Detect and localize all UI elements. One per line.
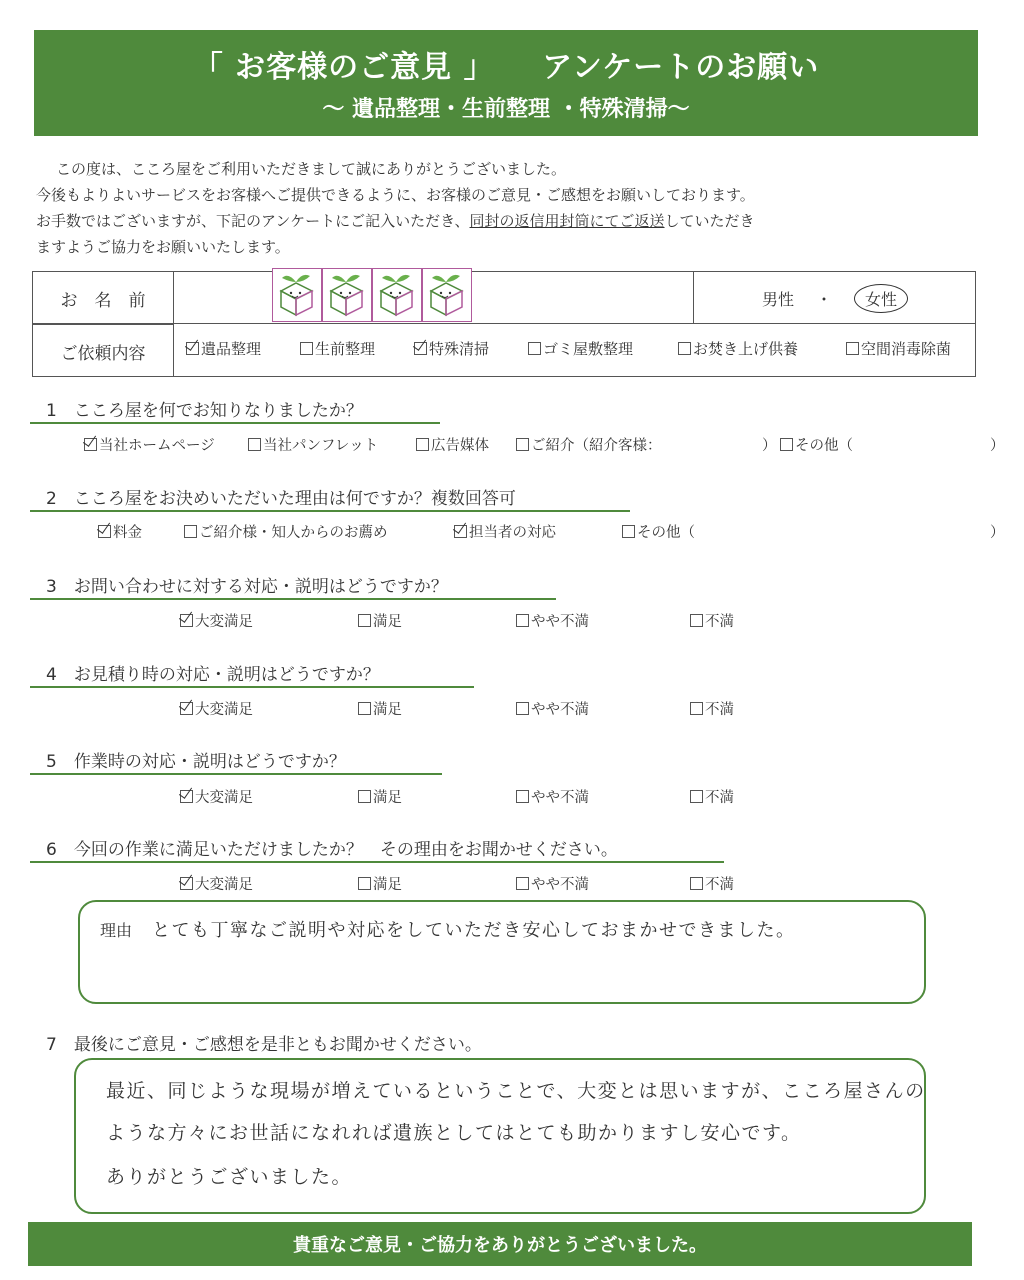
question-underline bbox=[30, 598, 556, 600]
option-label: 大変満足 bbox=[195, 702, 253, 718]
checkbox[interactable] bbox=[516, 438, 529, 451]
question-4 bbox=[46, 660, 380, 685]
intro-line: この度は、こころ屋をご利用いただきまして誠にありがとうございました。 bbox=[56, 160, 567, 178]
checkbox[interactable] bbox=[300, 342, 313, 355]
question-number: 5 bbox=[46, 752, 57, 772]
request-option[interactable] bbox=[414, 338, 489, 359]
checkbox-checked[interactable] bbox=[180, 877, 193, 890]
q6-option[interactable] bbox=[180, 873, 253, 894]
option-label: 当社パンフレット bbox=[263, 438, 379, 454]
customer-info-table bbox=[32, 271, 976, 377]
checkbox[interactable] bbox=[780, 438, 793, 451]
q1-option[interactable] bbox=[248, 434, 378, 455]
q1-option[interactable] bbox=[780, 434, 853, 455]
q1-option[interactable] bbox=[84, 434, 215, 455]
option-label: 当社ホームページ bbox=[99, 438, 215, 454]
checkbox[interactable] bbox=[516, 614, 529, 627]
request-option[interactable] bbox=[678, 338, 798, 359]
question-underline bbox=[30, 861, 724, 863]
comment-line: ありがとうございました。 bbox=[106, 1166, 353, 1188]
title-left: 「 お客様のご意見 」 bbox=[192, 50, 495, 85]
checkbox[interactable] bbox=[678, 342, 691, 355]
checkbox-checked[interactable] bbox=[454, 525, 467, 538]
option-label: 満足 bbox=[373, 790, 402, 806]
option-label: 不満 bbox=[705, 702, 734, 718]
kokoroya-logo-icon bbox=[272, 268, 322, 322]
question-number: 6 bbox=[46, 840, 57, 860]
option-label: 遺品整理 bbox=[201, 340, 262, 358]
kokoroya-logo-icon bbox=[422, 268, 472, 322]
intro-line-part: お手数ではございますが、下記のアンケートにご記入いただき、 bbox=[36, 212, 470, 230]
option-label: その他（ bbox=[637, 525, 695, 541]
checkbox[interactable] bbox=[516, 877, 529, 890]
option-label: 満足 bbox=[373, 877, 402, 893]
q1-paren-close: ） bbox=[762, 438, 777, 454]
checkbox-checked[interactable] bbox=[98, 525, 111, 538]
option-label: 空間消毒除菌 bbox=[861, 340, 952, 358]
q5-option[interactable] bbox=[180, 786, 253, 807]
footer-banner: 貴重なご意見・ご協力をありがとうございました。 bbox=[28, 1222, 972, 1266]
intro-line: ますようご協力をお願いいたします。 bbox=[36, 238, 290, 256]
question-number: 1 bbox=[46, 401, 57, 421]
checkbox-checked[interactable] bbox=[414, 342, 427, 355]
intro-text bbox=[36, 156, 986, 260]
reason-label: 理由 bbox=[100, 921, 133, 940]
q4-option[interactable] bbox=[690, 698, 734, 719]
comment-box[interactable] bbox=[74, 1058, 926, 1214]
q3-option[interactable] bbox=[180, 610, 253, 631]
request-option[interactable] bbox=[846, 338, 951, 359]
option-label: 不満 bbox=[705, 877, 734, 893]
checkbox[interactable] bbox=[358, 614, 371, 627]
q1-option[interactable] bbox=[416, 434, 489, 455]
option-label: やや不満 bbox=[531, 877, 589, 893]
checkbox[interactable] bbox=[358, 702, 371, 715]
checkbox-checked[interactable] bbox=[84, 438, 97, 451]
option-label: ゴミ屋敷整理 bbox=[543, 340, 634, 358]
q5-option[interactable] bbox=[358, 786, 402, 807]
checkbox[interactable] bbox=[690, 790, 703, 803]
request-option[interactable] bbox=[186, 338, 261, 359]
question-text: 今回の作業に満足いただけましたか？ その理由をお聞かせください。 bbox=[73, 840, 618, 860]
checkbox[interactable] bbox=[416, 438, 429, 451]
question-text: お見積り時の対応・説明はどうですか？ bbox=[73, 665, 380, 685]
option-label: 広告媒体 bbox=[431, 438, 489, 454]
checkbox-checked[interactable] bbox=[186, 342, 199, 355]
q3-option[interactable] bbox=[690, 610, 734, 631]
checkbox-checked[interactable] bbox=[180, 790, 193, 803]
question-underline bbox=[30, 686, 474, 688]
q4-option[interactable] bbox=[358, 698, 402, 719]
question-underline bbox=[30, 773, 442, 775]
question-underline bbox=[30, 422, 440, 424]
option-label: 大変満足 bbox=[195, 614, 253, 630]
gender-field[interactable] bbox=[693, 272, 976, 324]
q1-option[interactable] bbox=[516, 434, 662, 455]
question-6 bbox=[46, 835, 618, 860]
option-label: 特殊清掃 bbox=[429, 340, 490, 358]
kokoroya-logo-icon bbox=[322, 268, 372, 322]
request-option[interactable] bbox=[300, 338, 375, 359]
q5-option[interactable] bbox=[690, 786, 734, 807]
q2-paren-close: ） bbox=[990, 525, 1005, 541]
checkbox[interactable] bbox=[690, 614, 703, 627]
option-label: 不満 bbox=[705, 614, 734, 630]
q2-option[interactable] bbox=[184, 521, 388, 542]
option-label: 満足 bbox=[373, 614, 402, 630]
intro-line bbox=[36, 208, 986, 234]
checkbox[interactable] bbox=[358, 877, 371, 890]
gender-male[interactable]: 男性 bbox=[761, 289, 794, 309]
option-label: 生前整理 bbox=[315, 340, 376, 358]
gender-separator: ・ bbox=[815, 289, 832, 309]
option-label: お焚き上げ供養 bbox=[693, 340, 799, 358]
page-title bbox=[34, 42, 978, 86]
question-underline bbox=[30, 510, 630, 512]
option-label: 大変満足 bbox=[195, 790, 253, 806]
request-label: ご依頼内容 bbox=[33, 324, 174, 377]
reason-handwritten-text: とても丁寧なご説明や対応をしていただき安心しておまかせできました。 bbox=[152, 920, 796, 941]
checkbox[interactable] bbox=[690, 877, 703, 890]
q6-option[interactable] bbox=[358, 873, 402, 894]
option-label: ご紹介（紹介客様： bbox=[531, 438, 662, 454]
checkbox[interactable] bbox=[516, 790, 529, 803]
option-label: その他（ bbox=[795, 438, 853, 454]
question-text: 作業時の対応・説明はどうですか？ bbox=[73, 752, 346, 772]
comment-line: 最近、同じような現場が増えているということで、大変とは思いますが、こころ屋さんの bbox=[106, 1080, 926, 1102]
q2-option[interactable] bbox=[98, 521, 142, 542]
checkbox[interactable] bbox=[184, 525, 197, 538]
checkbox[interactable] bbox=[846, 342, 859, 355]
question-7 bbox=[46, 1030, 482, 1055]
checkbox[interactable] bbox=[248, 438, 261, 451]
comment-line: ような方々にお世話になれれば遺族としてはとても助かりますし安心です。 bbox=[106, 1122, 802, 1144]
question-text: お問い合わせに対する対応・説明はどうですか？ bbox=[73, 577, 448, 597]
q1-paren-close: ） bbox=[990, 438, 1005, 454]
question-number: 3 bbox=[46, 577, 57, 597]
q2-option[interactable] bbox=[622, 521, 695, 542]
question-number: 2 bbox=[46, 489, 57, 509]
q3-option[interactable] bbox=[358, 610, 402, 631]
gender-female-selected[interactable]: 女性 bbox=[854, 284, 908, 313]
option-label: やや不満 bbox=[531, 702, 589, 718]
checkbox[interactable] bbox=[358, 790, 371, 803]
intro-underlined: 同封の返信用封筒にてご返送 bbox=[469, 212, 665, 230]
page-subtitle: ～ 遺品整理・生前整理 ・特殊清掃～ bbox=[322, 97, 690, 122]
q5-option[interactable] bbox=[516, 786, 589, 807]
question-number: 7 bbox=[46, 1035, 57, 1055]
question-3 bbox=[46, 572, 448, 597]
option-label: やや不満 bbox=[531, 790, 589, 806]
request-option[interactable] bbox=[528, 338, 633, 359]
q4-option[interactable] bbox=[516, 698, 589, 719]
question-2 bbox=[46, 484, 516, 509]
option-label: やや不満 bbox=[531, 614, 589, 630]
q3-option[interactable] bbox=[516, 610, 589, 631]
reason-box[interactable] bbox=[78, 900, 926, 1004]
checkbox[interactable] bbox=[528, 342, 541, 355]
intro-line: 今後もよりよいサービスをお客様へご提供できるように、お客様のご意見・ご感想をお願いしております。 bbox=[36, 186, 755, 204]
checkbox[interactable] bbox=[622, 525, 635, 538]
q6-option[interactable] bbox=[690, 873, 734, 894]
question-text: こころ屋を何でお知りなりましたか？ bbox=[73, 401, 363, 421]
question-text: こころ屋をお決めいただいた理由は何ですか？複数回答可 bbox=[73, 489, 516, 509]
checkbox-checked[interactable] bbox=[180, 702, 193, 715]
option-label: 担当者の対応 bbox=[469, 525, 556, 541]
checkbox[interactable] bbox=[690, 702, 703, 715]
question-1 bbox=[46, 396, 363, 421]
header-banner bbox=[34, 30, 978, 136]
question-number: 4 bbox=[46, 665, 57, 685]
title-right: アンケートのお願い bbox=[542, 50, 820, 85]
name-label: お 名 前 bbox=[33, 272, 174, 324]
option-label: 不満 bbox=[705, 790, 734, 806]
kokoroya-logo-icon bbox=[372, 268, 422, 322]
q4-option[interactable] bbox=[180, 698, 253, 719]
checkbox-checked[interactable] bbox=[180, 614, 193, 627]
question-5 bbox=[46, 747, 346, 772]
intro-line-part: していただき bbox=[664, 212, 755, 230]
option-label: 料金 bbox=[113, 525, 142, 541]
option-label: 満足 bbox=[373, 702, 402, 718]
checkbox[interactable] bbox=[516, 702, 529, 715]
option-label: ご紹介様・知人からのお薦め bbox=[199, 525, 388, 541]
option-label: 大変満足 bbox=[195, 877, 253, 893]
q6-option[interactable] bbox=[516, 873, 589, 894]
question-text: 最後にご意見・ご感想を是非ともお聞かせください。 bbox=[73, 1035, 482, 1055]
q2-option[interactable] bbox=[454, 521, 556, 542]
